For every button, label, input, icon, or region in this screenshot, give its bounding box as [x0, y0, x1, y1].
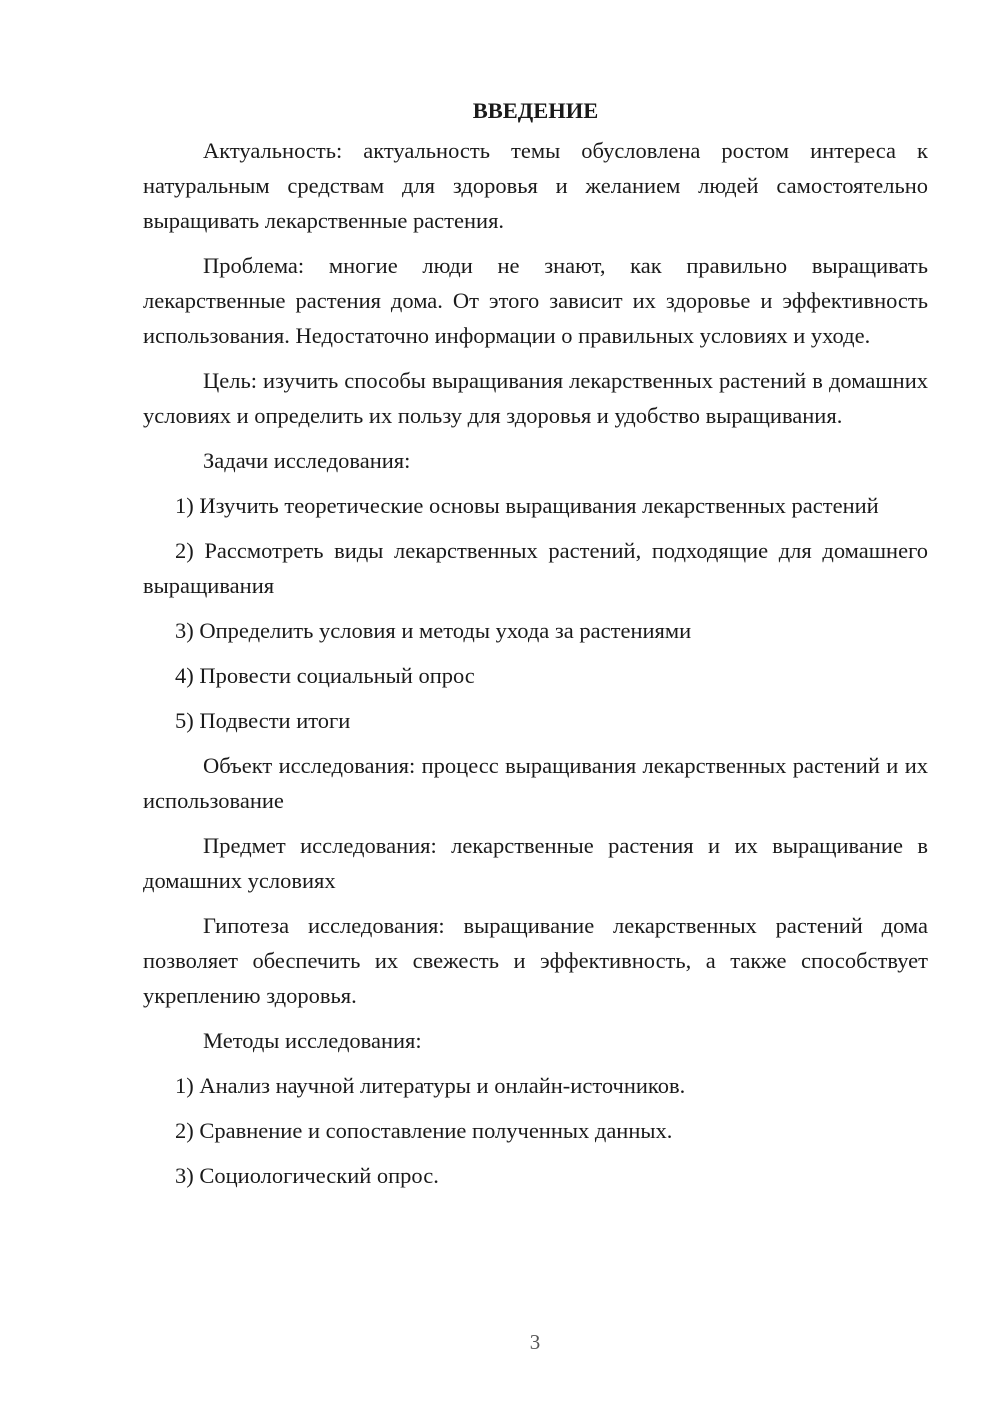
task-item: 5) Подвести итоги — [175, 708, 351, 733]
relevance-paragraph: Актуальность: актуальность темы обусловлена ростом интереса к натуральным средствам для здоровья и желанием людей самостоятельно выращивать лекарственные растения. — [143, 138, 928, 233]
task-item: 4) Провести социальный опрос — [175, 663, 475, 688]
tasks-heading: Задачи исследования: — [203, 448, 411, 473]
object-paragraph: Объект исследования: процесс выращивания лекарственных растений и их использование — [143, 753, 928, 813]
method-item: 2) Сравнение и сопоставление полученных данных. — [175, 1118, 673, 1143]
goal-paragraph: Цель: изучить способы выращивания лекарственных растений в домашних условиях и определить их пользу для здоровья и удобство выращивания. — [143, 368, 928, 428]
problem-paragraph: Проблема: многие люди не знают, как правильно выращивать лекарственные растения дома. От этого зависит их здоровье и эффективность использования. Недостаточно информации о правильных условиях и уходе. — [143, 253, 928, 348]
task-item: 3) Определить условия и методы ухода за растениями — [175, 618, 692, 643]
page-title: ВВЕДЕНИЕ — [472, 98, 599, 123]
page-content — [143, 93, 928, 1203]
method-item: 1) Анализ научной литературы и онлайн-источников. — [175, 1073, 686, 1098]
method-item: 3) Социологический опрос. — [175, 1163, 439, 1188]
page-number: 3 — [529, 1330, 541, 1354]
subject-paragraph: Предмет исследования: лекарственные растения и их выращивание в домашних условиях — [143, 833, 928, 893]
methods-heading: Методы исследования: — [203, 1028, 422, 1053]
task-item: 2) Рассмотреть виды лекарственных растений, подходящие для домашнего выращивания — [143, 538, 928, 598]
hypothesis-paragraph: Гипотеза исследования: выращивание лекарственных растений дома позволяет обеспечить их свежесть и эффективность, а также способствует укреплению здоровья. — [143, 913, 928, 1008]
task-item: 1) Изучить теоретические основы выращивания лекарственных растений — [175, 493, 879, 518]
